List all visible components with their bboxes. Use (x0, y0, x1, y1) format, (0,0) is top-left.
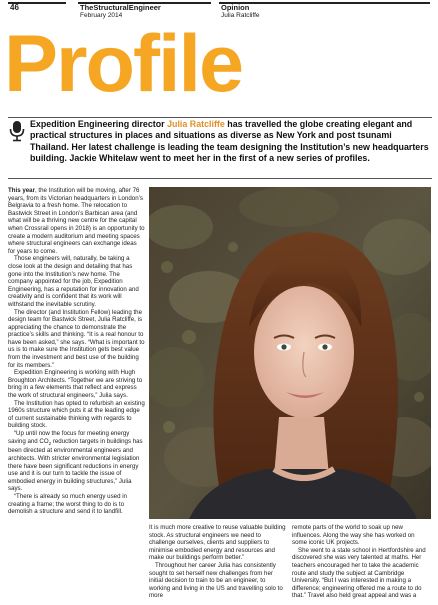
paragraph: Those engineers will, naturally, be taking a close look at the design and detailing that has gone into the Institution’s new home. The company appointed for the job, Expedition Engineering, has a reputation for innovation and creativity and is confident that its work will withstand the inevitable scrutiny. (8, 255, 139, 308)
divider (8, 117, 432, 118)
page-title: Profile (4, 19, 243, 109)
paragraph (8, 430, 145, 493)
microphone-icon (8, 120, 26, 142)
paragraph-text: “Up until now the focus for meeting energy saving and CO (8, 430, 130, 445)
divider (8, 178, 432, 179)
paragraph-text: reduction targets in buildings has been directed at environmental engineers and architects. With stricter environmental legislation there have been significant reductions in energy use and it is our turn to tackle the issue of embodied energy in building structures,” Julia says. (8, 437, 143, 493)
lead-in: This year (8, 187, 35, 194)
paragraph-text: , the Institution will be moving, after 76 years, from its Victorian headquarters in London’s Belgravia to a fresh home. The relocation to Bastwick Street in London’s Barbican area (and what will be a thriving new centre for the capital when Crossrail opens in 2018) is an opportunity to create a modern auditorium and meeting spaces where structural engineers can exchange ideas for years to come. (8, 187, 145, 255)
header-author: Julia Ratcliffe (221, 12, 260, 19)
issue-date: February 2014 (80, 12, 123, 19)
paragraph: remote parts of the world to soak up new influences. Along the way she has worked on some iconic UK projects. (292, 524, 415, 547)
paragraph: She went to a state school in Hertfordshire and discovered she was very talented at maths. Her teachers encouraged her to take the academic route and study the subject at Cambridge University. “But I was interested in making a difference; engineering offered me a route to do that.” Travel also held great appeal and was a (292, 546, 426, 600)
paragraph: “There is already so much energy used in creating a frame; the worst thing to do is to demolish a structure and send it to landfill. (8, 492, 127, 516)
standfirst (30, 119, 432, 165)
article-column-2 (149, 524, 287, 600)
page-number: 46 (10, 3, 19, 12)
article-column-1 (8, 187, 145, 516)
subscript: 2 (48, 440, 52, 446)
standfirst-text: Expedition Engineering director (30, 119, 168, 129)
standfirst-text: has travelled the globe creating elegant and practical structures in places and situations as diverse as New York and post tsunami Thailand. Her latest challenge is leading the team designing the Institution’s new headquarters building. Jackie Whitelaw went to meet her in the first of a new series of profiles. (30, 119, 429, 164)
paragraph (8, 187, 145, 255)
paragraph: Throughout her career Julia has consistently sought to set herself new challenges from her initial decision to train to be an engineer, to working and living in the US and travelling solo to more (149, 561, 283, 600)
section-name: Opinion (221, 3, 250, 12)
header-rule (219, 2, 430, 4)
portrait-photo (149, 187, 431, 519)
paragraph: The Institution has opted to refurbish an existing 1960s structure which puts it at the leading edge of current sustainable thinking with regards to building stock. (8, 399, 145, 430)
paragraph: The director (and Institution Fellow) leading the design team for Bastwick Street, Julia Ratcliffe, is appreciating the chance to demonstrate the practice’s skills and thinking. “It is a real honour to have been asked,” she says. “What is important to us is to make sure the Institution gets best value from the investment and best use of the building for its members.” (8, 308, 145, 369)
magazine-name: TheStructuralEngineer (80, 3, 161, 12)
paragraph: It is much more creative to reuse valuable building stock. As structural engineers we need to challenge ourselves, clients and suppliers to minimise embodied energy and resources and make our buildings perform better.” (149, 524, 286, 562)
standfirst-name: Julia Ratcliffe (167, 119, 225, 129)
article-column-3 (292, 524, 430, 600)
paragraph: Expedition Engineering is working with Hugh Broughton Architects. “Together we are striving to bring in a few elements that reflect and express the work of structural engineers,” Julia says. (8, 369, 143, 400)
